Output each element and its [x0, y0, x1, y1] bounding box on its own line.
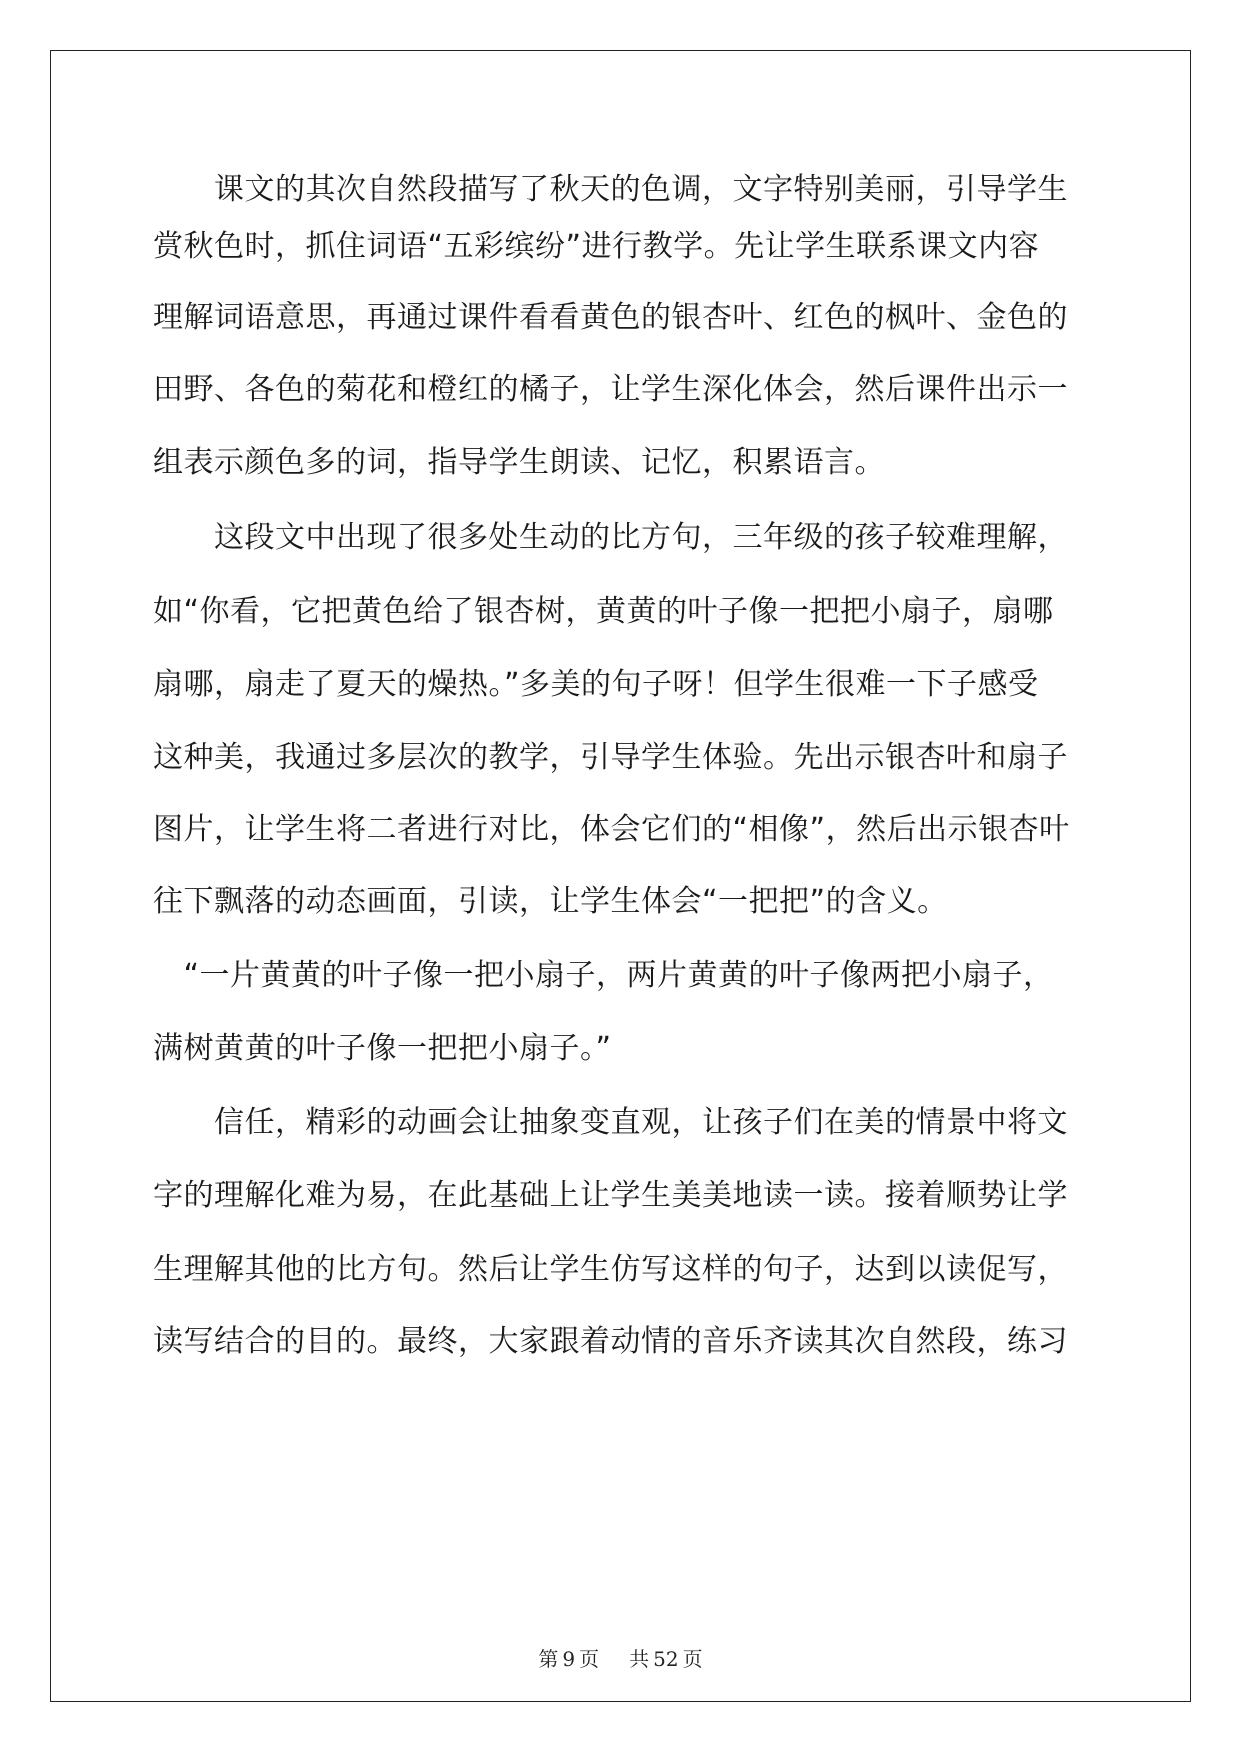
- paragraph-2-line-5: 图片，让学生将二者进行对比，体会它们的“相像”，然后出示银杏叶: [153, 812, 1070, 847]
- paragraph-1-line-5: 组表示颜色多的词，指导学生朗读、记忆，积累语言。: [153, 445, 885, 480]
- paragraph-4-line-4: 读写结合的目的。最终，大家跟着动情的音乐齐读其次自然段，练习: [153, 1324, 1068, 1359]
- total-label-suffix: 页: [682, 1647, 703, 1671]
- paragraph-2-line-3: 扇哪，扇走了夏天的燥热。”多美的句子呀！但学生很难一下子感受: [153, 667, 1039, 702]
- paragraph-2-line-4: 这种美，我通过多层次的教学，引导学生体验。先出示银杏叶和扇子: [153, 740, 1068, 775]
- paragraph-2-line-6: 往下飘落的动态画面，引读，让学生体会“一把把”的含义。: [153, 884, 948, 919]
- paragraph-3-line-2: 满树黄黄的叶子像一把把小扇子。”: [153, 1031, 612, 1066]
- total-pages: 52: [653, 1647, 679, 1671]
- paragraph-4-line-3: 生理解其他的比方句。然后让学生仿写这样的句子，达到以读促写，: [153, 1252, 1068, 1287]
- paragraph-1-line-2: 赏秋色时，抓住词语“五彩缤纷”进行教学。先让学生联系课文内容: [153, 229, 1040, 264]
- paragraph-4-line-2: 字的理解化难为易，在此基础上让学生美美地读一读。接着顺势让学: [153, 1178, 1068, 1213]
- paragraph-2-line-2: 如“你看，它把黄色给了银杏树，黄黄的叶子像一把把小扇子，扇哪: [153, 594, 1054, 629]
- page-label-suffix: 页: [579, 1647, 600, 1671]
- page-label-prefix: 第: [538, 1647, 559, 1671]
- paragraph-2-line-1: 这段文中出现了很多处生动的比方句，三年级的孩子较难理解，: [153, 520, 1068, 555]
- paragraph-1-line-3: 理解词语意思，再通过课件看看黄色的银杏叶、红色的枫叶、金色的: [153, 300, 1068, 335]
- total-label-prefix: 共: [629, 1647, 650, 1671]
- paragraph-3-line-1: “一片黄黄的叶子像一把小扇子，两片黄黄的叶子像两把小扇子，: [153, 958, 1054, 993]
- page-number: 9: [562, 1647, 576, 1671]
- paragraph-4-line-1: 信任，精彩的动画会让抽象变直观，让孩子们在美的情景中将文: [153, 1105, 1068, 1140]
- paragraph-1-line-1: 课文的其次自然段描写了秋天的色调，文字特别美丽，引导学生: [153, 172, 1068, 207]
- paragraph-1-line-4: 田野、各色的菊花和橙红的橘子，让学生深化体会，然后课件出示一: [153, 372, 1068, 407]
- page-footer: [0, 1646, 1241, 1672]
